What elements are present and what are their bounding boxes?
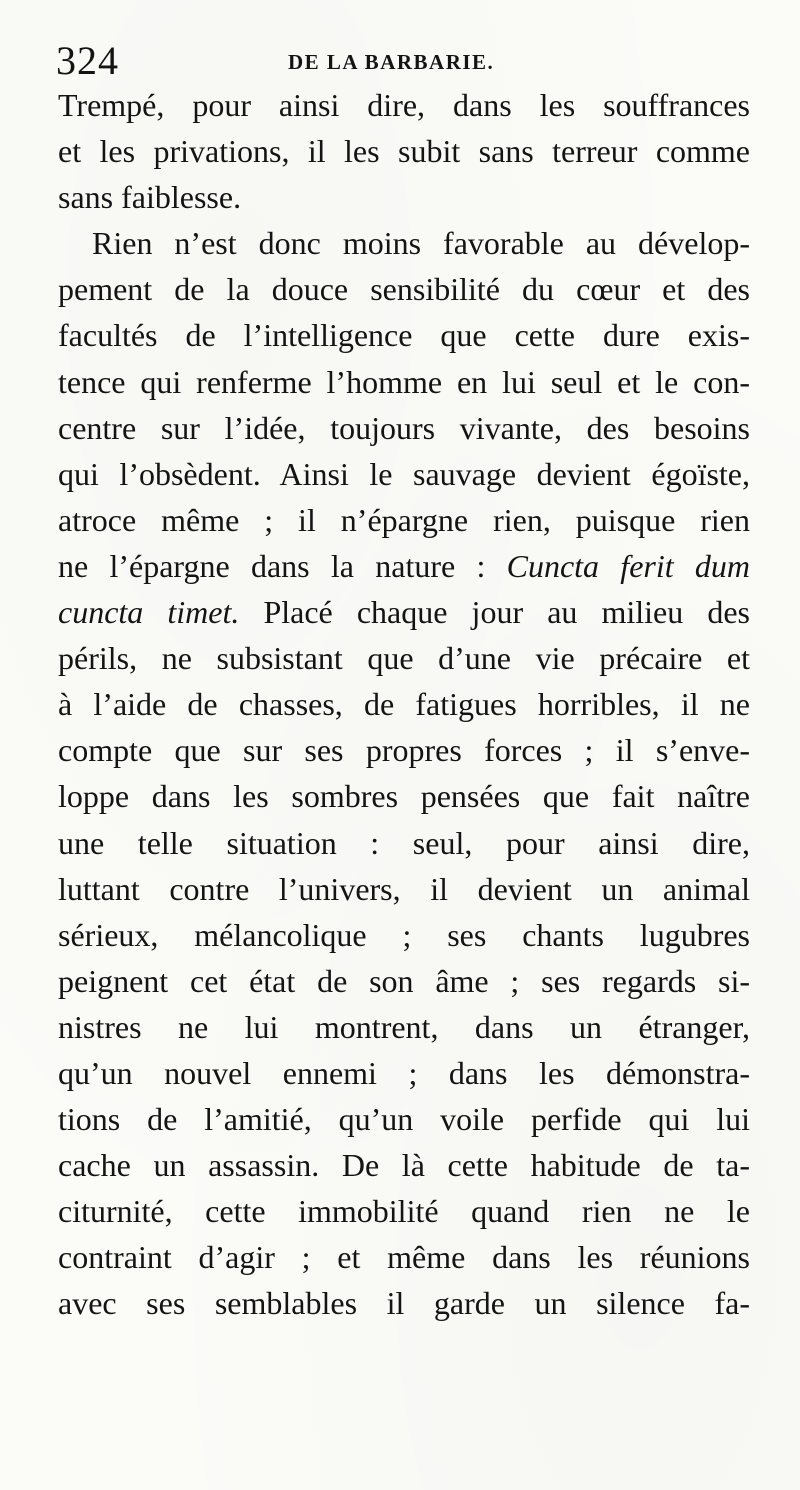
text-line: nistres ne lui montrent, dans un étranger,: [58, 1008, 750, 1045]
text-line: compte que sur ses propres forces ; il s’enve-: [58, 732, 750, 769]
text-line-with-quote-end: [58, 589, 750, 635]
text-line: atroce même ; il n’épargne rien, puisque rien: [58, 501, 750, 538]
text-line: tions de l’amitié, qu’un voile perfide qui lui: [58, 1101, 750, 1138]
body-text: [58, 82, 758, 1327]
text-line: tence qui renferme l’homme en lui seul et le con-: [58, 363, 750, 400]
text-line: une telle situation : seul, pour ainsi dire,: [58, 824, 750, 861]
text-line: avec ses semblables il garde un silence fa-: [58, 1285, 750, 1322]
text-line: qu’un nouvel ennemi ; dans les démonstra-: [58, 1054, 750, 1091]
text-line: Trempé, pour ainsi dire, dans les souffrances: [58, 87, 750, 123]
text-line: et les privations, il les subit sans terreur comme: [58, 133, 750, 170]
page-header: [56, 36, 756, 86]
text-line: centre sur l’idée, toujours vivante, des besoins: [58, 409, 750, 446]
text-line: peignent cet état de son âme ; ses regards si-: [58, 962, 750, 999]
text-line: facultés de l’intelligence que cette dure exis-: [58, 317, 750, 354]
text-line: citurnité, cette immobilité quand rien ne le: [58, 1193, 750, 1230]
running-head: DE LA BARBARIE.: [288, 50, 495, 74]
text-line: sérieux, mélancolique ; ses chants lugubres: [58, 916, 750, 953]
text-segment: Placé chaque jour au milieu des: [239, 594, 751, 631]
text-line: sans faiblesse.: [58, 179, 242, 216]
text-line: qui l’obsèdent. Ainsi le sauvage devient égoïste,: [58, 455, 750, 492]
text-line: luttant contre l’univers, il devient un animal: [58, 870, 750, 907]
text-line: à l’aide de chasses, de fatigues horribles, il ne: [58, 686, 750, 723]
text-line-with-quote: [58, 543, 750, 589]
paragraph-start-line: Rien n’est donc moins favorable au dévelop-: [92, 225, 750, 262]
text-line: contraint d’agir ; et même dans les réunions: [58, 1239, 750, 1276]
latin-quote-end: cuncta timet.: [58, 594, 240, 631]
text-line: cache un assassin. De là cette habitude de ta-: [58, 1147, 750, 1184]
page-number: 324: [56, 38, 119, 83]
latin-quote-start: Cuncta ferit dum: [506, 547, 751, 584]
text-line: périls, ne subsistant que d’une vie précaire et: [58, 640, 750, 677]
text-line: pement de la douce sensibilité du cœur et des: [58, 271, 750, 308]
text-line: loppe dans les sombres pensées que fait naître: [58, 778, 750, 815]
text-segment: ne l’épargne dans la nature :: [58, 547, 507, 584]
